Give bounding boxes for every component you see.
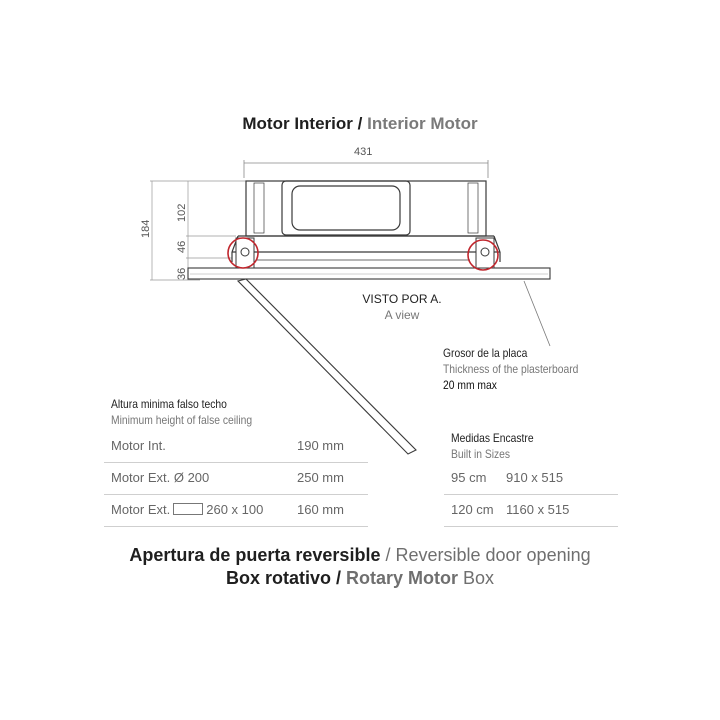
dim-total-height-label: 184 xyxy=(140,219,152,238)
table-row xyxy=(104,494,368,527)
footer-line1-es: Apertura de puerta reversible xyxy=(129,545,381,565)
min-height-heading-en: Minimum height of false ceiling xyxy=(111,413,253,427)
motor-body xyxy=(232,181,500,262)
view-label-en: A view xyxy=(384,308,420,322)
footer-line2-en-rest: Box xyxy=(458,568,495,588)
dim-width-label: 431 xyxy=(354,146,373,158)
footer-line2-sep: / xyxy=(330,568,346,588)
row-value: 160 mm xyxy=(297,502,344,517)
plasterboard-leader-line xyxy=(524,281,550,346)
dim-middle-label: 46 xyxy=(176,240,188,253)
view-label-es: VISTO POR A. xyxy=(362,292,442,306)
footer-line1-sep: / xyxy=(380,545,396,565)
footer-line2-en-bold: Rotary Motor xyxy=(346,568,458,588)
row-cm: 95 cm xyxy=(451,470,487,485)
title-separator: / xyxy=(357,114,363,133)
row-label: Motor Int. xyxy=(111,438,166,453)
plasterboard-label-en: Thickness of the plasterboard xyxy=(443,362,579,376)
latch-left xyxy=(236,238,254,268)
table-row xyxy=(444,462,618,495)
row-value: 250 mm xyxy=(297,470,344,485)
row-size: 910 x 515 xyxy=(506,470,564,485)
ceiling-plate xyxy=(188,268,550,279)
row-label: Motor Ext. Ø 200 xyxy=(111,470,210,485)
row-value: 190 mm xyxy=(297,438,344,453)
plasterboard-label-es: Grosor de la placa xyxy=(443,346,528,360)
row-cm: 120 cm xyxy=(451,502,494,517)
footer-line1-en: Reversible door opening xyxy=(395,545,591,565)
footer-line-1 xyxy=(0,545,720,566)
table-row xyxy=(104,430,368,463)
row-label-prefix: Motor Ext. xyxy=(111,502,171,517)
table-row xyxy=(104,462,368,495)
rectangular-duct-icon xyxy=(173,503,203,515)
title-en: Interior Motor xyxy=(367,114,478,133)
built-in-heading-en: Built in Sizes xyxy=(451,447,511,461)
width-dimension xyxy=(244,160,488,178)
footer-line-2 xyxy=(0,568,720,589)
title-es: Motor Interior xyxy=(242,114,353,133)
dim-lower-label: 36 xyxy=(176,267,188,280)
table-row xyxy=(444,494,618,527)
row-label-suffix: 260 x 100 xyxy=(206,502,264,517)
height-extension-lines xyxy=(150,181,246,280)
row-size: 1160 x 515 xyxy=(506,502,570,517)
dim-upper-label: 102 xyxy=(176,203,188,222)
min-height-heading-es: Altura minima falso techo xyxy=(111,397,227,411)
footer-line2-es: Box rotativo xyxy=(225,568,331,588)
row-label xyxy=(111,502,263,517)
plasterboard-value: 20 mm max xyxy=(443,378,497,392)
built-in-heading-es: Medidas Encastre xyxy=(451,431,534,445)
